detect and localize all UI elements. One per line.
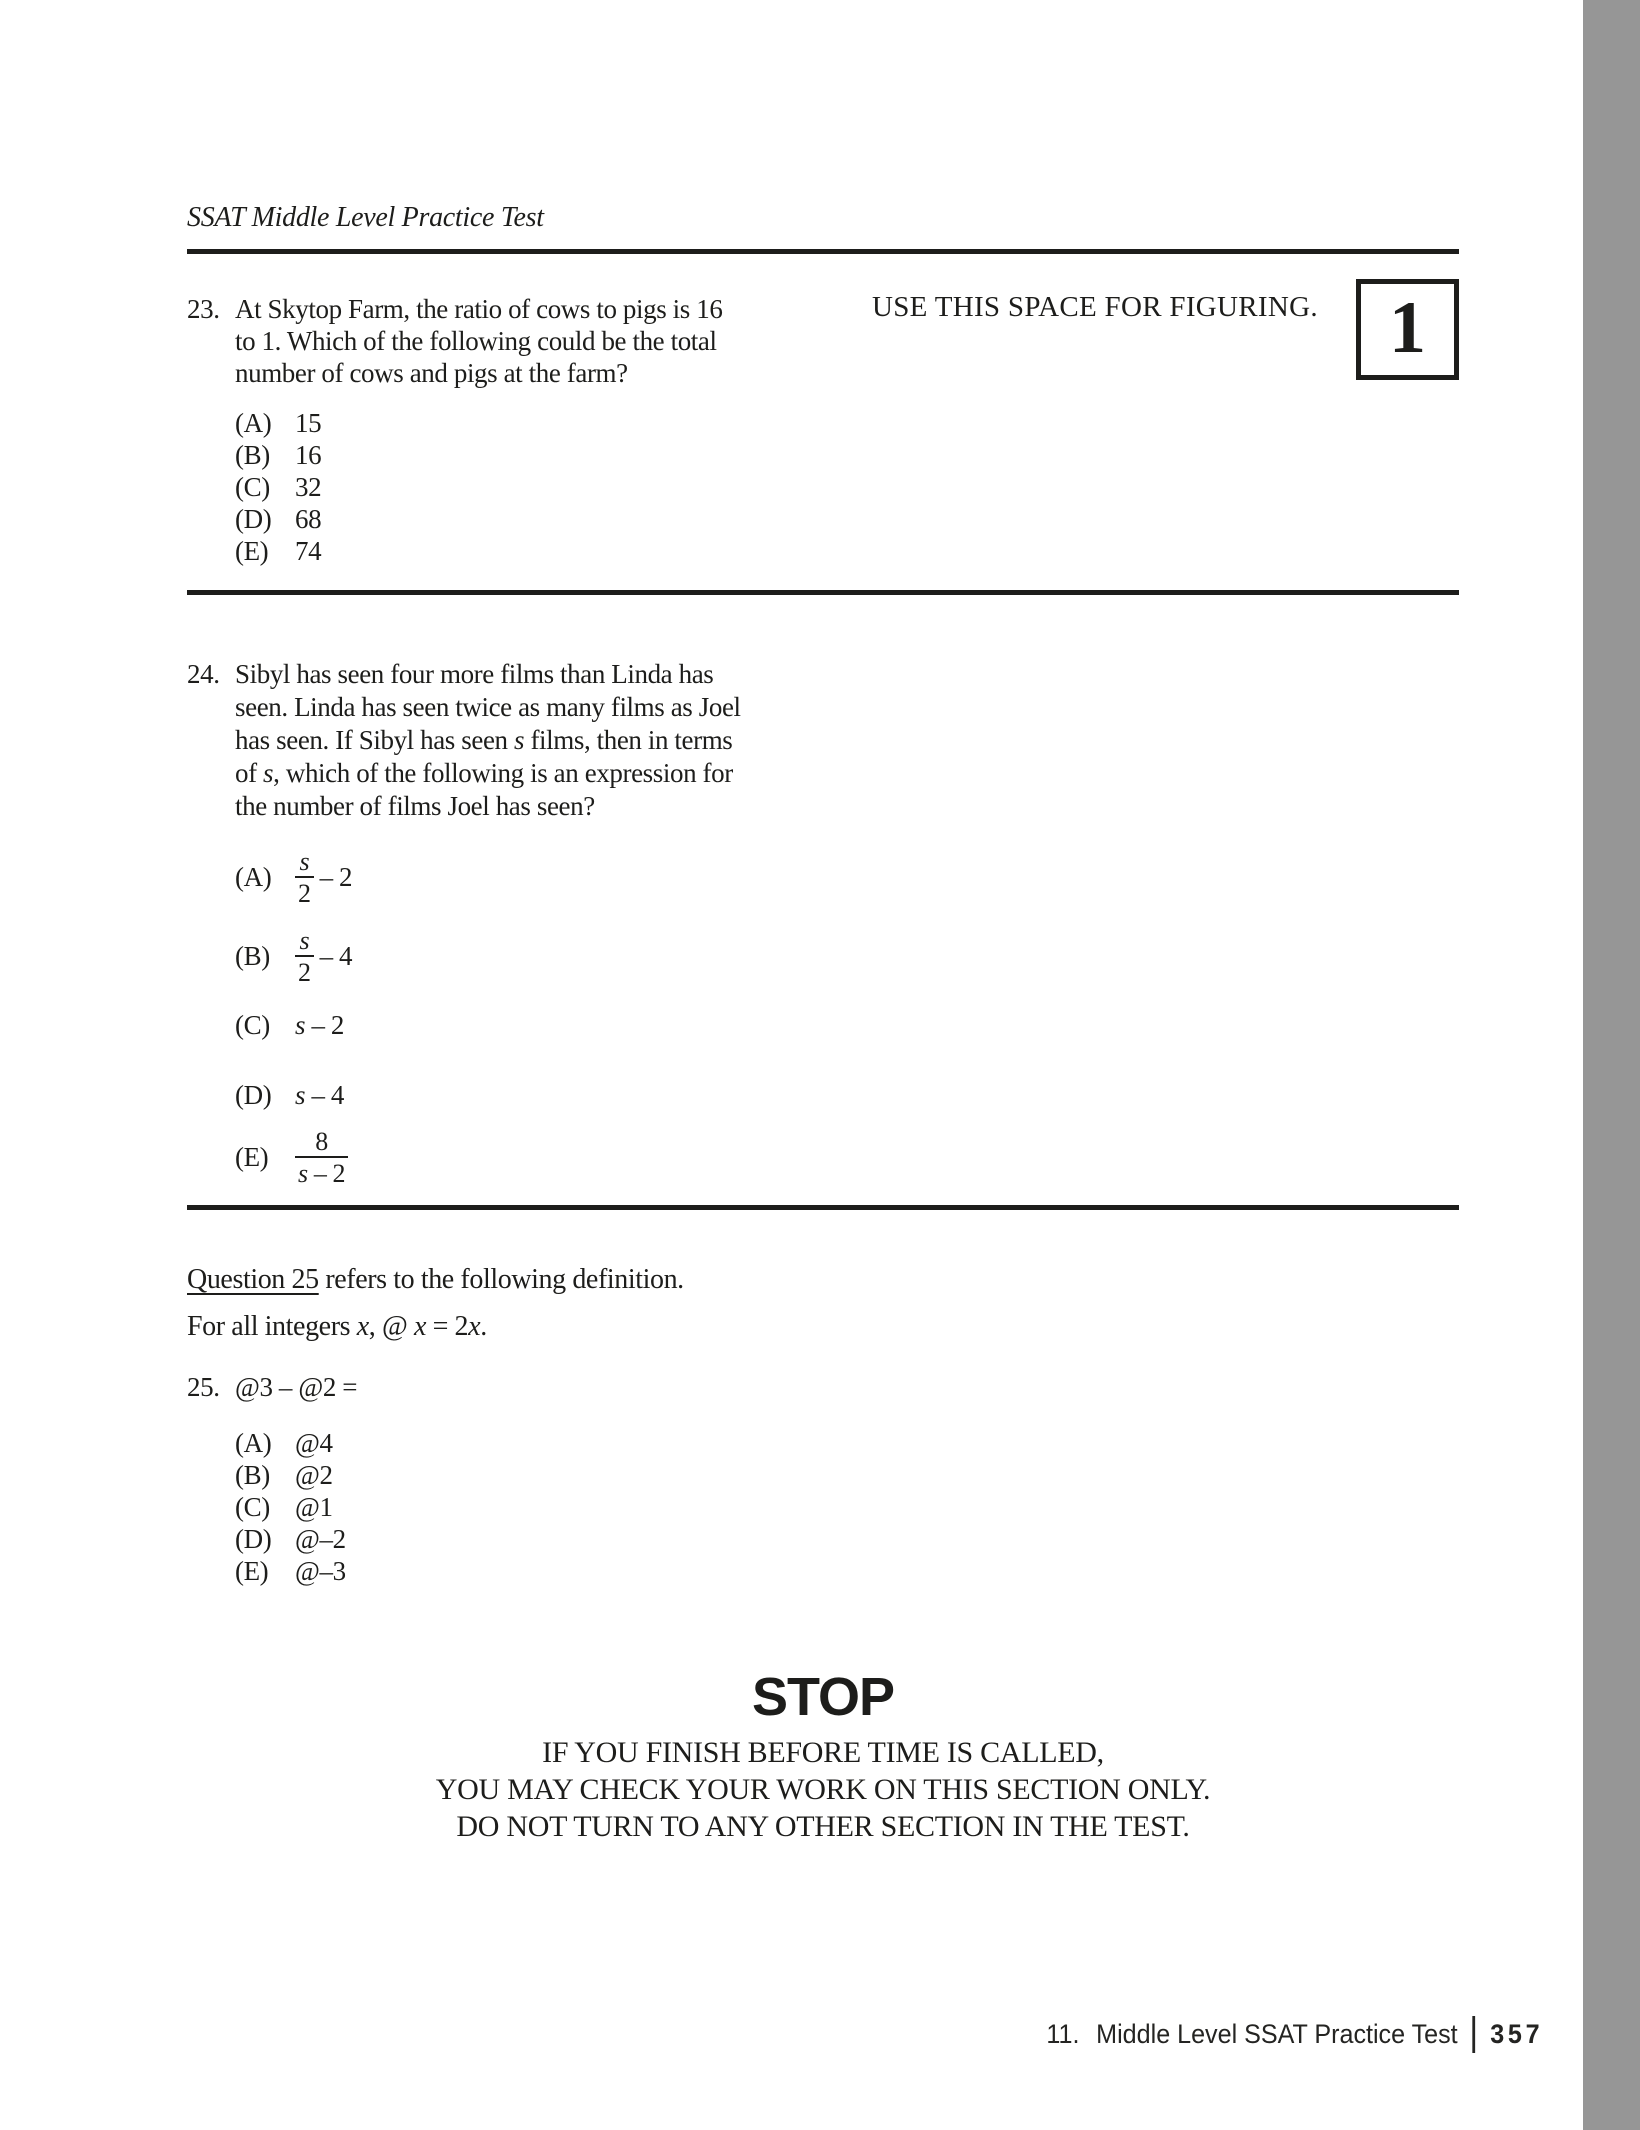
text-segment: 32 xyxy=(295,471,322,502)
answer-choice xyxy=(235,471,887,503)
choice-value xyxy=(295,1428,333,1459)
text-line xyxy=(235,757,741,790)
choice-label: (E) xyxy=(235,1142,269,1172)
expression-suffix xyxy=(320,862,353,893)
choice-label: (B) xyxy=(235,941,270,971)
header-rule xyxy=(187,249,1459,254)
answer-choice xyxy=(235,407,887,439)
question-text xyxy=(235,658,741,823)
fraction-denominator xyxy=(295,876,314,908)
text-segment: refers to the following definition. xyxy=(318,1264,684,1295)
text-line xyxy=(235,790,741,823)
choice-value xyxy=(295,408,321,439)
choice-value xyxy=(295,1460,333,1491)
text-segment: YOU MAY CHECK YOUR WORK ON THIS SECTION ONLY. xyxy=(435,1773,1211,1806)
question-23 xyxy=(187,293,887,567)
choice-label: (C) xyxy=(235,471,270,502)
text-segment: x xyxy=(413,1311,426,1342)
text-segment: = 2 xyxy=(425,1311,469,1342)
question-divider xyxy=(187,590,1459,595)
text-line xyxy=(235,691,741,724)
question-25-definition xyxy=(187,1264,1087,1343)
choice-value xyxy=(295,1080,344,1111)
text-segment: 2 xyxy=(298,879,311,908)
fraction xyxy=(295,1127,348,1188)
text-segment: 15 xyxy=(295,407,322,438)
text-line xyxy=(235,357,722,389)
choice-label: (D) xyxy=(235,1079,272,1110)
section-number: 1 xyxy=(1389,286,1426,369)
question-text xyxy=(235,1371,357,1403)
text-line xyxy=(187,1311,1087,1343)
text-segment: 8 xyxy=(315,1127,328,1156)
question-divider xyxy=(187,1205,1459,1210)
text-segment: has seen. If Sibyl has seen xyxy=(235,725,514,755)
text-segment: x xyxy=(356,1311,369,1342)
question-number: 23. xyxy=(187,294,220,324)
choice-label: (A) xyxy=(235,407,272,438)
text-segment: x xyxy=(468,1311,481,1342)
fraction-denominator xyxy=(295,1156,348,1188)
choice-label: (B) xyxy=(235,439,270,470)
footer-title: Middle Level SSAT Practice Test xyxy=(1095,2019,1458,2049)
footer-page-number: 357 xyxy=(1489,2019,1543,2049)
choice-value xyxy=(295,472,321,503)
footer-divider xyxy=(1472,2016,1475,2053)
text-line xyxy=(187,1771,1459,1808)
choice-label: (B) xyxy=(235,1459,270,1490)
question-25-stem xyxy=(187,1371,887,1403)
answer-choice xyxy=(235,439,887,471)
fraction-denominator xyxy=(295,955,314,987)
question-number: 24. xyxy=(187,659,220,689)
text-line xyxy=(235,325,722,357)
choice-label: (A) xyxy=(235,862,272,892)
text-segment: s xyxy=(513,725,525,755)
text-segment: , @ xyxy=(368,1311,414,1342)
question-25 xyxy=(187,1371,887,1587)
fraction-numerator xyxy=(296,926,312,955)
text-line xyxy=(187,1808,1459,1845)
text-segment: 74 xyxy=(295,535,322,566)
section-number-box xyxy=(1356,279,1459,380)
stop-block xyxy=(187,1667,1459,1845)
text-line xyxy=(187,1734,1459,1771)
text-segment: IF YOU FINISH BEFORE TIME IS CALLED, xyxy=(542,1736,1104,1769)
text-segment: seen. Linda has seen twice as many films as Joel xyxy=(235,692,741,722)
text-segment: @–2 xyxy=(295,1523,346,1554)
text-segment: @3 – @2 = xyxy=(235,1372,358,1402)
answer-choices xyxy=(235,1427,887,1587)
choice-label: (C) xyxy=(235,1491,270,1522)
text-line xyxy=(235,658,741,691)
text-segment: the number of films Joel has seen? xyxy=(235,791,595,821)
fraction xyxy=(295,926,314,987)
text-segment: 2 xyxy=(298,958,311,987)
answer-choice xyxy=(235,1009,907,1041)
choice-label: (D) xyxy=(235,503,272,534)
answer-choice xyxy=(235,1555,887,1587)
answer-choice xyxy=(235,926,907,987)
running-head: SSAT Middle Level Practice Test xyxy=(187,202,544,233)
answer-choice xyxy=(235,1079,907,1111)
text-segment: @1 xyxy=(295,1491,333,1522)
choice-value xyxy=(295,847,352,908)
question-24-stem xyxy=(187,658,907,823)
choice-value xyxy=(295,1556,346,1587)
text-segment: Sibyl has seen four more films than Linda has xyxy=(235,659,714,689)
text-segment: . xyxy=(480,1311,487,1342)
question-number: 25. xyxy=(187,1372,220,1402)
text-segment: s xyxy=(295,1009,306,1040)
text-line xyxy=(235,1371,357,1403)
text-segment: 68 xyxy=(295,503,322,534)
text-segment: s xyxy=(295,1079,306,1110)
answer-choice xyxy=(235,847,907,908)
answer-choice xyxy=(235,1523,887,1555)
text-line xyxy=(235,724,741,757)
choice-label: (A) xyxy=(235,1427,272,1458)
text-segment: @–3 xyxy=(295,1555,346,1586)
choice-value xyxy=(295,536,321,567)
text-segment: , which of the following is an expression for xyxy=(273,758,733,788)
answer-choices xyxy=(235,847,907,1188)
text-segment: – 2 xyxy=(305,1009,345,1040)
answer-choices xyxy=(235,407,887,567)
stop-title: STOP xyxy=(751,1667,895,1727)
choice-label: (D) xyxy=(235,1523,272,1554)
fraction-numerator xyxy=(296,847,312,876)
fraction-numerator xyxy=(312,1127,331,1156)
answer-choice xyxy=(235,503,887,535)
choice-label: (E) xyxy=(235,1555,269,1586)
answer-choice xyxy=(235,1427,887,1459)
text-segment: @4 xyxy=(295,1427,333,1458)
question-text xyxy=(235,293,722,389)
choice-value xyxy=(295,1492,333,1523)
answer-choice xyxy=(235,535,887,567)
text-segment: to 1. Which of the following could be the total xyxy=(235,326,717,356)
choice-value xyxy=(295,1127,348,1188)
text-segment: 16 xyxy=(295,439,322,470)
expression-suffix xyxy=(320,941,353,972)
text-segment: – 2 xyxy=(307,1159,346,1188)
text-segment: s xyxy=(298,1159,308,1188)
answer-choice xyxy=(235,1459,887,1491)
figuring-note: USE THIS SPACE FOR FIGURING. xyxy=(872,291,1318,323)
text-segment: At Skytop Farm, the ratio of cows to pigs is 16 xyxy=(235,294,723,324)
text-segment: films, then in terms xyxy=(524,725,733,755)
text-line xyxy=(187,1264,1087,1296)
text-segment: For all integers xyxy=(187,1311,357,1342)
choice-value xyxy=(295,1010,344,1041)
choice-value xyxy=(295,1524,346,1555)
answer-choice xyxy=(235,1491,887,1523)
text-segment: – 4 xyxy=(305,1079,345,1110)
text-segment: @2 xyxy=(295,1459,333,1490)
choice-value xyxy=(295,440,321,471)
choice-label: (C) xyxy=(235,1009,270,1040)
text-segment: s xyxy=(263,758,274,788)
question-23-stem xyxy=(187,293,887,389)
page-edge-bar xyxy=(1583,0,1640,2130)
text-segment: s xyxy=(299,926,310,955)
text-segment: number of cows and pigs at the farm? xyxy=(235,358,628,388)
text-segment: s xyxy=(299,847,310,876)
choice-value xyxy=(295,926,352,987)
choice-label: (E) xyxy=(235,535,269,566)
text-line xyxy=(235,293,722,325)
footer-chapter-number: 11. xyxy=(1046,2019,1080,2049)
answer-choice xyxy=(235,1127,907,1188)
choice-value xyxy=(295,504,321,535)
fraction xyxy=(295,847,314,908)
text-segment: Question 25 xyxy=(187,1264,319,1295)
text-segment: DO NOT TURN TO ANY OTHER SECTION IN THE TEST. xyxy=(456,1810,1190,1843)
text-segment: – 2 xyxy=(319,862,353,892)
text-segment: of xyxy=(235,758,264,788)
page-footer xyxy=(1046,2016,1543,2053)
stop-instructions xyxy=(187,1734,1459,1845)
question-24 xyxy=(187,658,907,1188)
text-segment: – 4 xyxy=(319,941,353,971)
